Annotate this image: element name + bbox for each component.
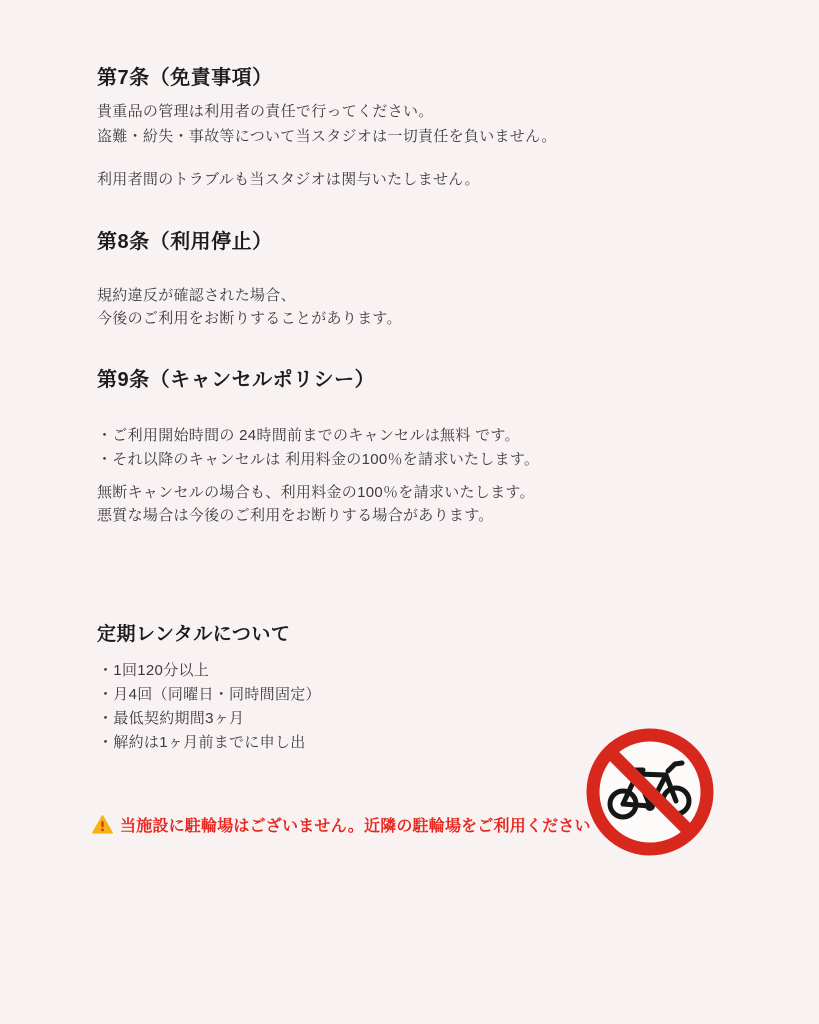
list-item: ・月4回（同曜日・同時間固定） <box>98 686 321 703</box>
article9-paragraph-1 <box>97 481 535 527</box>
list-item: ・最低契約期間3ヶ月 <box>98 710 245 727</box>
article9-para1-line1: 無断キャンセルの場合も、利用料金の100％を請求いたします。 <box>97 484 535 501</box>
article8-para1-line2: 今後のご利用をお断りすることがあります。 <box>97 310 402 327</box>
article7-paragraph-1 <box>97 99 557 149</box>
article7-paragraph-2 <box>97 167 480 192</box>
article8-para1-line1: 規約違反が確認された場合、 <box>97 287 296 304</box>
article8-heading: 第8条（利用停止） <box>97 231 273 253</box>
article7-para1-line2: 盗難・紛失・事故等について当スタジオは一切責任を負いません。 <box>97 128 557 145</box>
warning-triangle-icon <box>92 815 113 834</box>
article9-bullet-2: ・それ以降のキャンセルは 利用料金の100％を請求いたします。 <box>97 451 540 468</box>
article9-bullets <box>97 424 539 472</box>
regular-rental-heading: 定期レンタルについて <box>97 624 291 645</box>
article8-paragraph-1 <box>97 284 402 330</box>
no-bicycle-icon <box>585 726 715 863</box>
article7-para2-line1: 利用者間のトラブルも当スタジオは関与いたしません。 <box>97 171 480 188</box>
article7-para1-line1: 貴重品の管理は利用者の責任で行ってください。 <box>97 103 434 120</box>
bicycle-parking-notice <box>92 813 591 836</box>
article7-heading: 第7条（免責事項） <box>97 67 273 89</box>
article9-heading: 第9条（キャンセルポリシー） <box>97 369 376 391</box>
bicycle-parking-notice-text: 当施設に駐輪場はございません。近隣の駐輪場をご利用ください <box>120 818 591 835</box>
article9-para1-line2: 悪質な場合は今後のご利用をお断りする場合があります。 <box>97 507 494 524</box>
list-item: ・1回120分以上 <box>98 662 210 679</box>
list-item: ・解約は1ヶ月前までに申し出 <box>98 734 306 751</box>
article9-bullet-1: ・ご利用開始時間の 24時間前までのキャンセルは無料 です。 <box>97 427 520 444</box>
regular-rental-list <box>98 659 321 755</box>
